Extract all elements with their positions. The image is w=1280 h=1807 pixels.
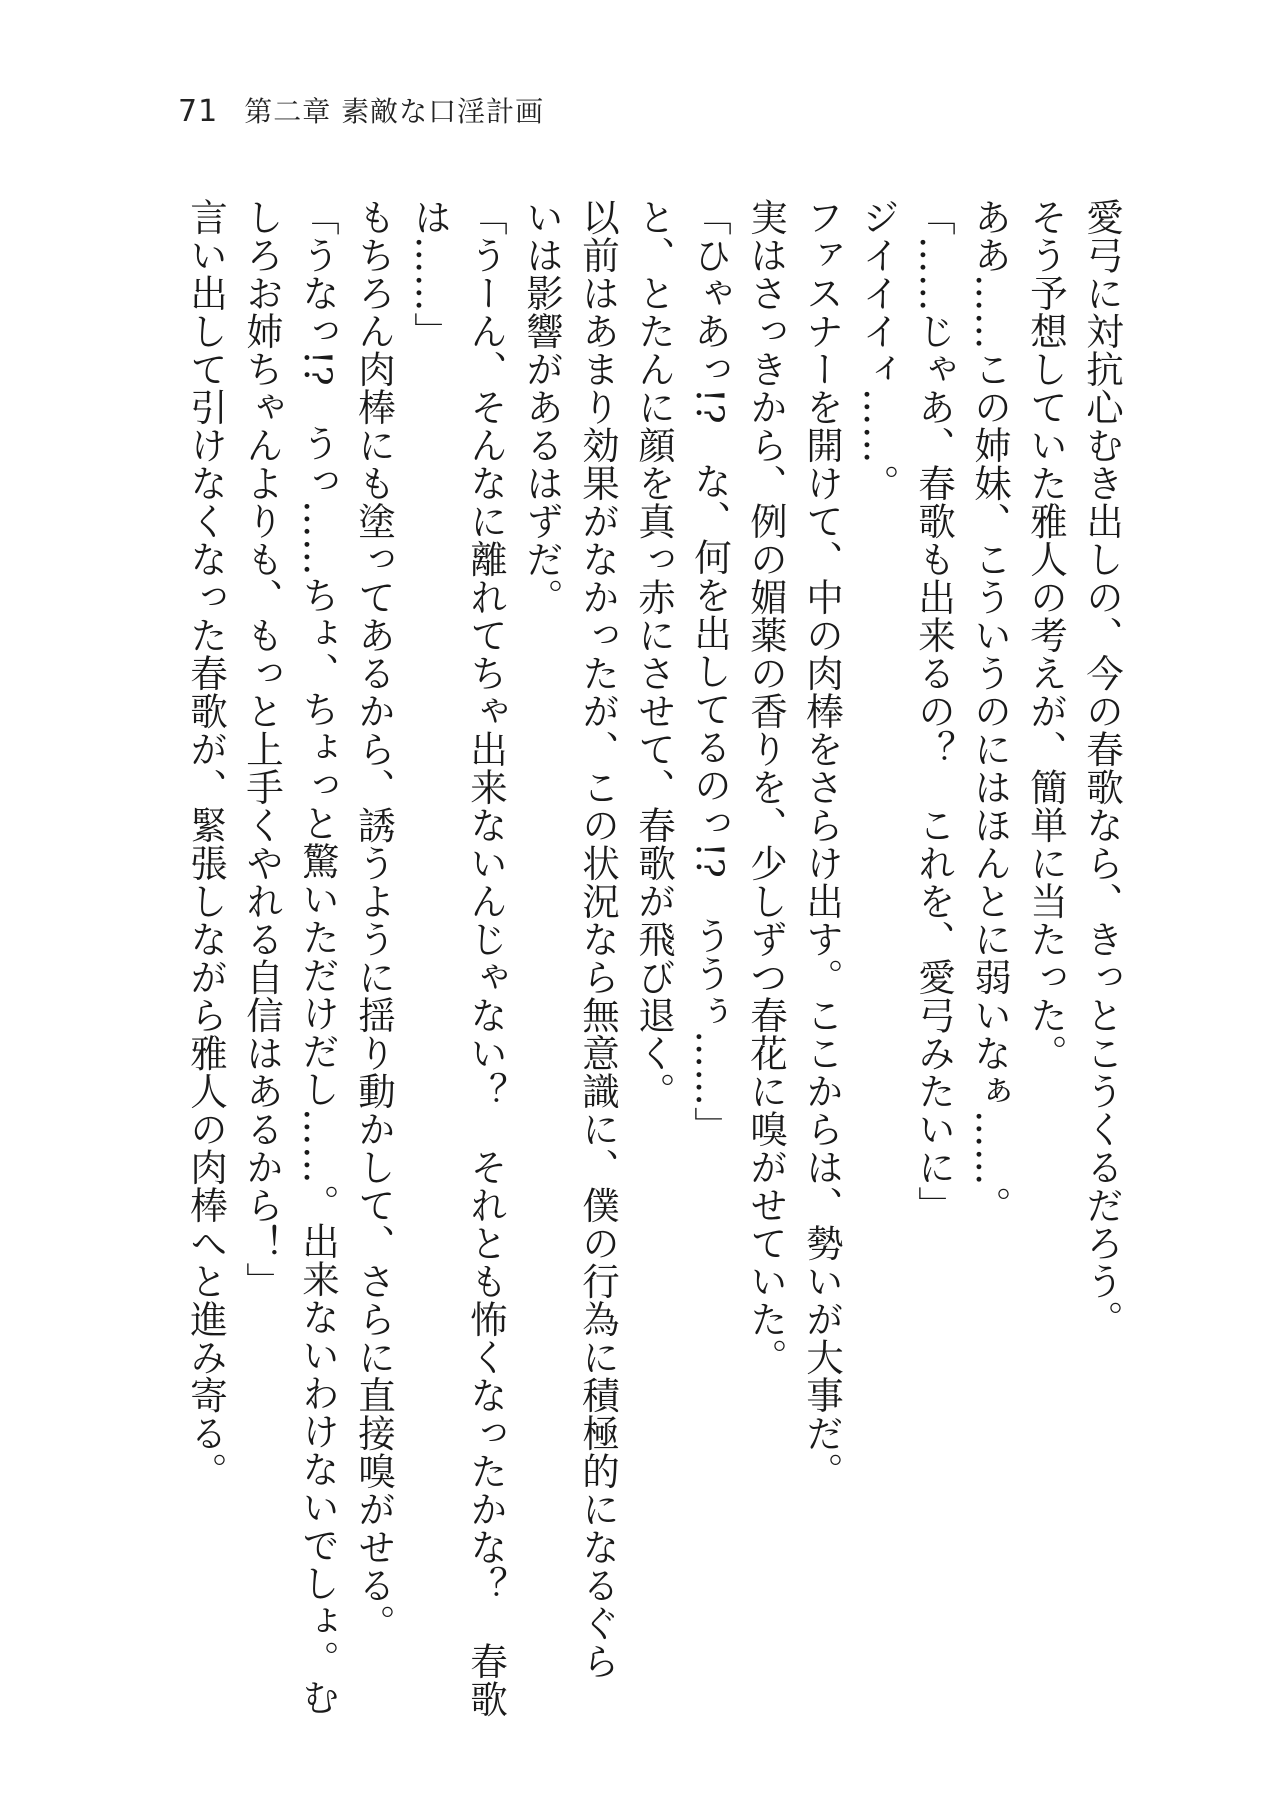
text-line: 「ひゃあっ!? な、何を出してるのっ!? ううぅ……」 bbox=[688, 198, 732, 1145]
text-line: いは影響があるはずだ。 bbox=[520, 198, 564, 616]
text-line: しろお姉ちゃんよりも、もっと上手くやれる自信はあるから！」 bbox=[240, 198, 284, 1300]
chapter-title: 第二章 素敵な口淫計画 bbox=[244, 95, 545, 128]
text-line: ファスナーを開けて、中の肉棒をさらけ出す。ここからは、勢いが大事だ。 bbox=[800, 198, 844, 1490]
text-line: 「うーん、そんなに離れてちゃ出来ないんじゃない？ それとも怖くなったかな？ 春歌 bbox=[464, 198, 508, 1718]
text-line: そう予想していた雅人の考えが、簡単に当たった。 bbox=[1024, 198, 1068, 1072]
text-line: 愛弓に対抗心むき出しの、今の春歌なら、きっとこうくるだろう。 bbox=[1080, 198, 1124, 1338]
text-line: 言い出して引けなくなった春歌が、緊張しながら雅人の肉棒へと進み寄る。 bbox=[184, 198, 228, 1490]
text-line: 実はさっきから、例の媚薬の香りを、少しずつ春花に嗅がせていた。 bbox=[744, 198, 788, 1376]
text-line: ジイイイィ……。 bbox=[856, 198, 900, 502]
running-head bbox=[178, 90, 544, 130]
page-number: 71 bbox=[178, 94, 219, 129]
text-line: 以前はあまり効果がなかったが、この状況なら無意識に、僕の行為に積極的になるぐら bbox=[576, 198, 620, 1680]
text-line: ああ……この姉妹、こういうのにはほんとに弱いなぁ……。 bbox=[968, 198, 1012, 1224]
text-line: 「うなっ!? うっ……ちょ、ちょっと驚いただけだし……。出来ないわけないでしょ。む bbox=[296, 198, 340, 1717]
body-text bbox=[178, 198, 1130, 1718]
text-line: もちろん肉棒にも塗ってあるから、誘うように揺り動かして、さらに直接嗅がせる。 bbox=[352, 198, 396, 1642]
text-line: 「……じゃあ、春歌も出来るの？ これを、愛弓みたいに」 bbox=[912, 198, 956, 1224]
text-line: と、とたんに顔を真っ赤にさせて、春歌が飛び退く。 bbox=[632, 198, 676, 1110]
text-line: は……」 bbox=[408, 198, 452, 350]
